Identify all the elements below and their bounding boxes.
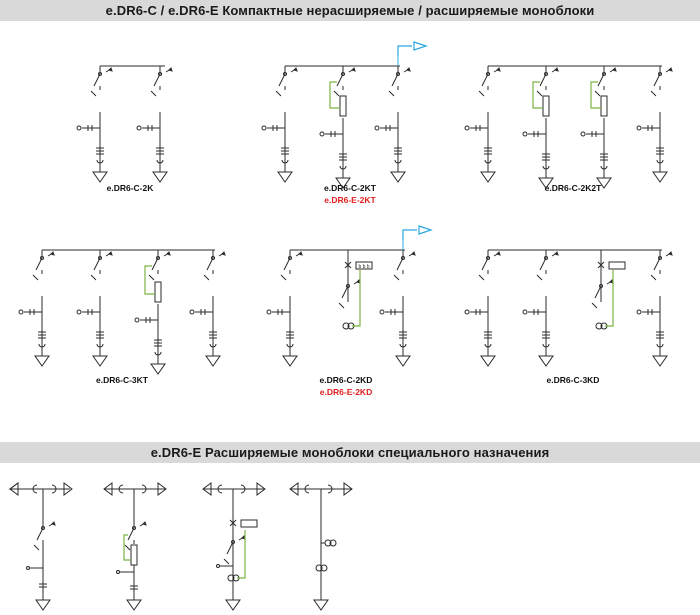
diagram-special-4 bbox=[290, 483, 352, 610]
unit-label-2k: e.DR6-C-2K bbox=[106, 183, 154, 193]
diagram-3kt bbox=[19, 250, 225, 374]
diagram-2kt bbox=[262, 42, 426, 188]
unit-sublabel-2kt: e.DR6-E-2KT bbox=[324, 195, 376, 205]
diagram-special-2 bbox=[104, 483, 166, 610]
unit-label-2kt: e.DR6-C-2KT bbox=[324, 183, 376, 193]
diagram-2k bbox=[77, 66, 172, 182]
diagram-2k2t bbox=[465, 66, 672, 188]
diagram-2kd bbox=[267, 226, 431, 366]
diagram-3kd bbox=[465, 250, 672, 366]
unit-label-3kd: e.DR6-C-3KD bbox=[546, 375, 600, 385]
diagram-special-1 bbox=[10, 483, 72, 610]
top-section-title: e.DR6-C / e.DR6-E Компактные нерасширяемые / расширяемые моноблоки bbox=[105, 3, 595, 18]
unit-sublabel-2kd: e.DR6-E-2KD bbox=[319, 387, 373, 397]
bottom-section-title: e.DR6-E Расширяемые моноблоки специального назначения bbox=[150, 445, 550, 460]
diagram-special-3 bbox=[203, 483, 265, 610]
unit-label-2k2t: e.DR6-C-2K2T bbox=[544, 183, 602, 193]
unit-label-3kt: e.DR6-C-3KT bbox=[96, 375, 148, 385]
relay-tag: b b b bbox=[358, 264, 370, 270]
unit-label-2kd: e.DR6-C-2KD bbox=[319, 375, 373, 385]
